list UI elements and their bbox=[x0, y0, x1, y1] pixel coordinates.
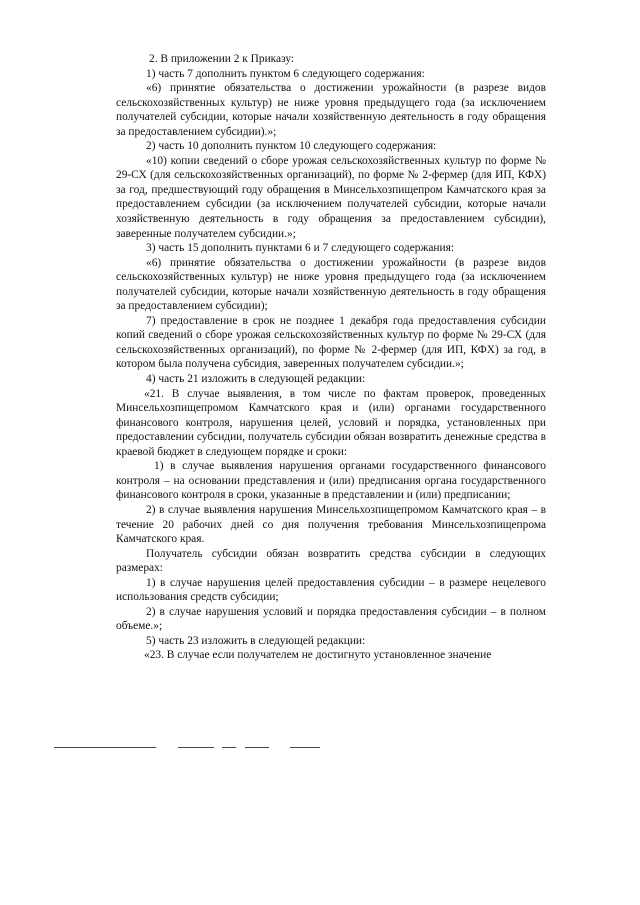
amendment-item: 2) часть 10 дополнить пунктом 10 следующего содержания: bbox=[146, 140, 437, 153]
quoted-clause: «6) принятие обязательства о достижении урожайности (в разрезе видов сельскохозяйственных культур) не ниже уровня предыдущего года (за исключением получателей субсидии, которые начали хозяйственную деятельность в году обращения за предоставлением субсидии); bbox=[116, 256, 546, 313]
amendment-item: 1) часть 7 дополнить пунктом 6 следующего содержания: bbox=[146, 67, 425, 80]
sub-clause: 2) в случае выявления нарушения Минсельхозпищепромом Камчатского края – в течение 20 рабочих дней со дня получения требования Минсельхозпищепрома Камчатского края. bbox=[116, 503, 546, 546]
footer-line-segment bbox=[178, 747, 214, 748]
quoted-clause: «21. В случае выявления, в том числе по фактам проверок, проведенных Минсельхозпищепромом Камчатского края и (или) органами государственного финансового контроля, нарушения целей, условий и порядка, установленных при предоставлении субсидии, получатель субсидии обязан возвратить денежные средства в краевой бюджет в следующем порядке и сроки: bbox=[116, 387, 546, 458]
sub-clause: 1) в случае выявления нарушения органами государственного финансового контроля – на основании представления и (или) предписания органа государственного финансового контроля в сроки, указанные в представлении и (или) предписании; bbox=[116, 460, 546, 502]
footer-rule bbox=[0, 747, 640, 751]
quoted-clause: «10) копии сведений о сборе урожая сельскохозяйственных культур по форме № 29-СХ (для сельскохозяйственных организаций), по форме № 2-фермер (для ИП, КФХ) за год, предшествующий году обращения в Минсельхозпищепром Камчатского края за предоставлением субсидии (за исключением получателей субсидии, которые начали хозяйственную деятельность в году обращения за предоставлением субсидии), заверенные получателем субсидии.»; bbox=[116, 154, 546, 240]
amendment-item: 3) часть 15 дополнить пунктами 6 и 7 следующего содержания: bbox=[146, 242, 454, 255]
quoted-clause: «6) принятие обязательства о достижении урожайности (в разрезе видов сельскохозяйственных культур) не ниже уровня предыдущего года (за исключением получателей субсидии, которые начали хозяйственную деятельность в году обращения за предоставлением субсидии).»; bbox=[116, 82, 546, 138]
footer-line-segment bbox=[245, 747, 269, 748]
sub-clause: 2) в случае нарушения условий и порядка предоставления субсидии – в полном объеме.»; bbox=[116, 605, 546, 633]
amendment-item: 5) часть 23 изложить в следующей редакции: bbox=[146, 634, 366, 647]
quoted-clause: «23. В случае если получателем не достигнуто установленное значение bbox=[144, 649, 492, 662]
clause-text: Получатель субсидии обязан возвратить средства субсидии в следующих размерах: bbox=[116, 547, 546, 575]
amendment-item: 4) часть 21 изложить в следующей редакции: bbox=[146, 373, 366, 386]
footer-line-segment bbox=[290, 747, 320, 748]
section-heading: 2. В приложении 2 к Приказу: bbox=[149, 53, 295, 65]
footer-line-segment bbox=[222, 747, 236, 748]
footer-line-segment bbox=[54, 747, 156, 748]
document-body bbox=[116, 52, 546, 663]
sub-clause: 1) в случае нарушения целей предоставления субсидии – в размере нецелевого использования средств субсидии; bbox=[116, 576, 546, 604]
quoted-clause: 7) предоставление в срок не позднее 1 декабря года предоставления субсидии копий сведений о сборе урожая сельскохозяйственных культур по форме № 29-СХ (для сельскохозяйственных организаций), по форме № 2-фермер (для ИП, КФХ) за год, в котором была получена субсидия, заверенных получателем субсидии.»; bbox=[116, 314, 546, 371]
